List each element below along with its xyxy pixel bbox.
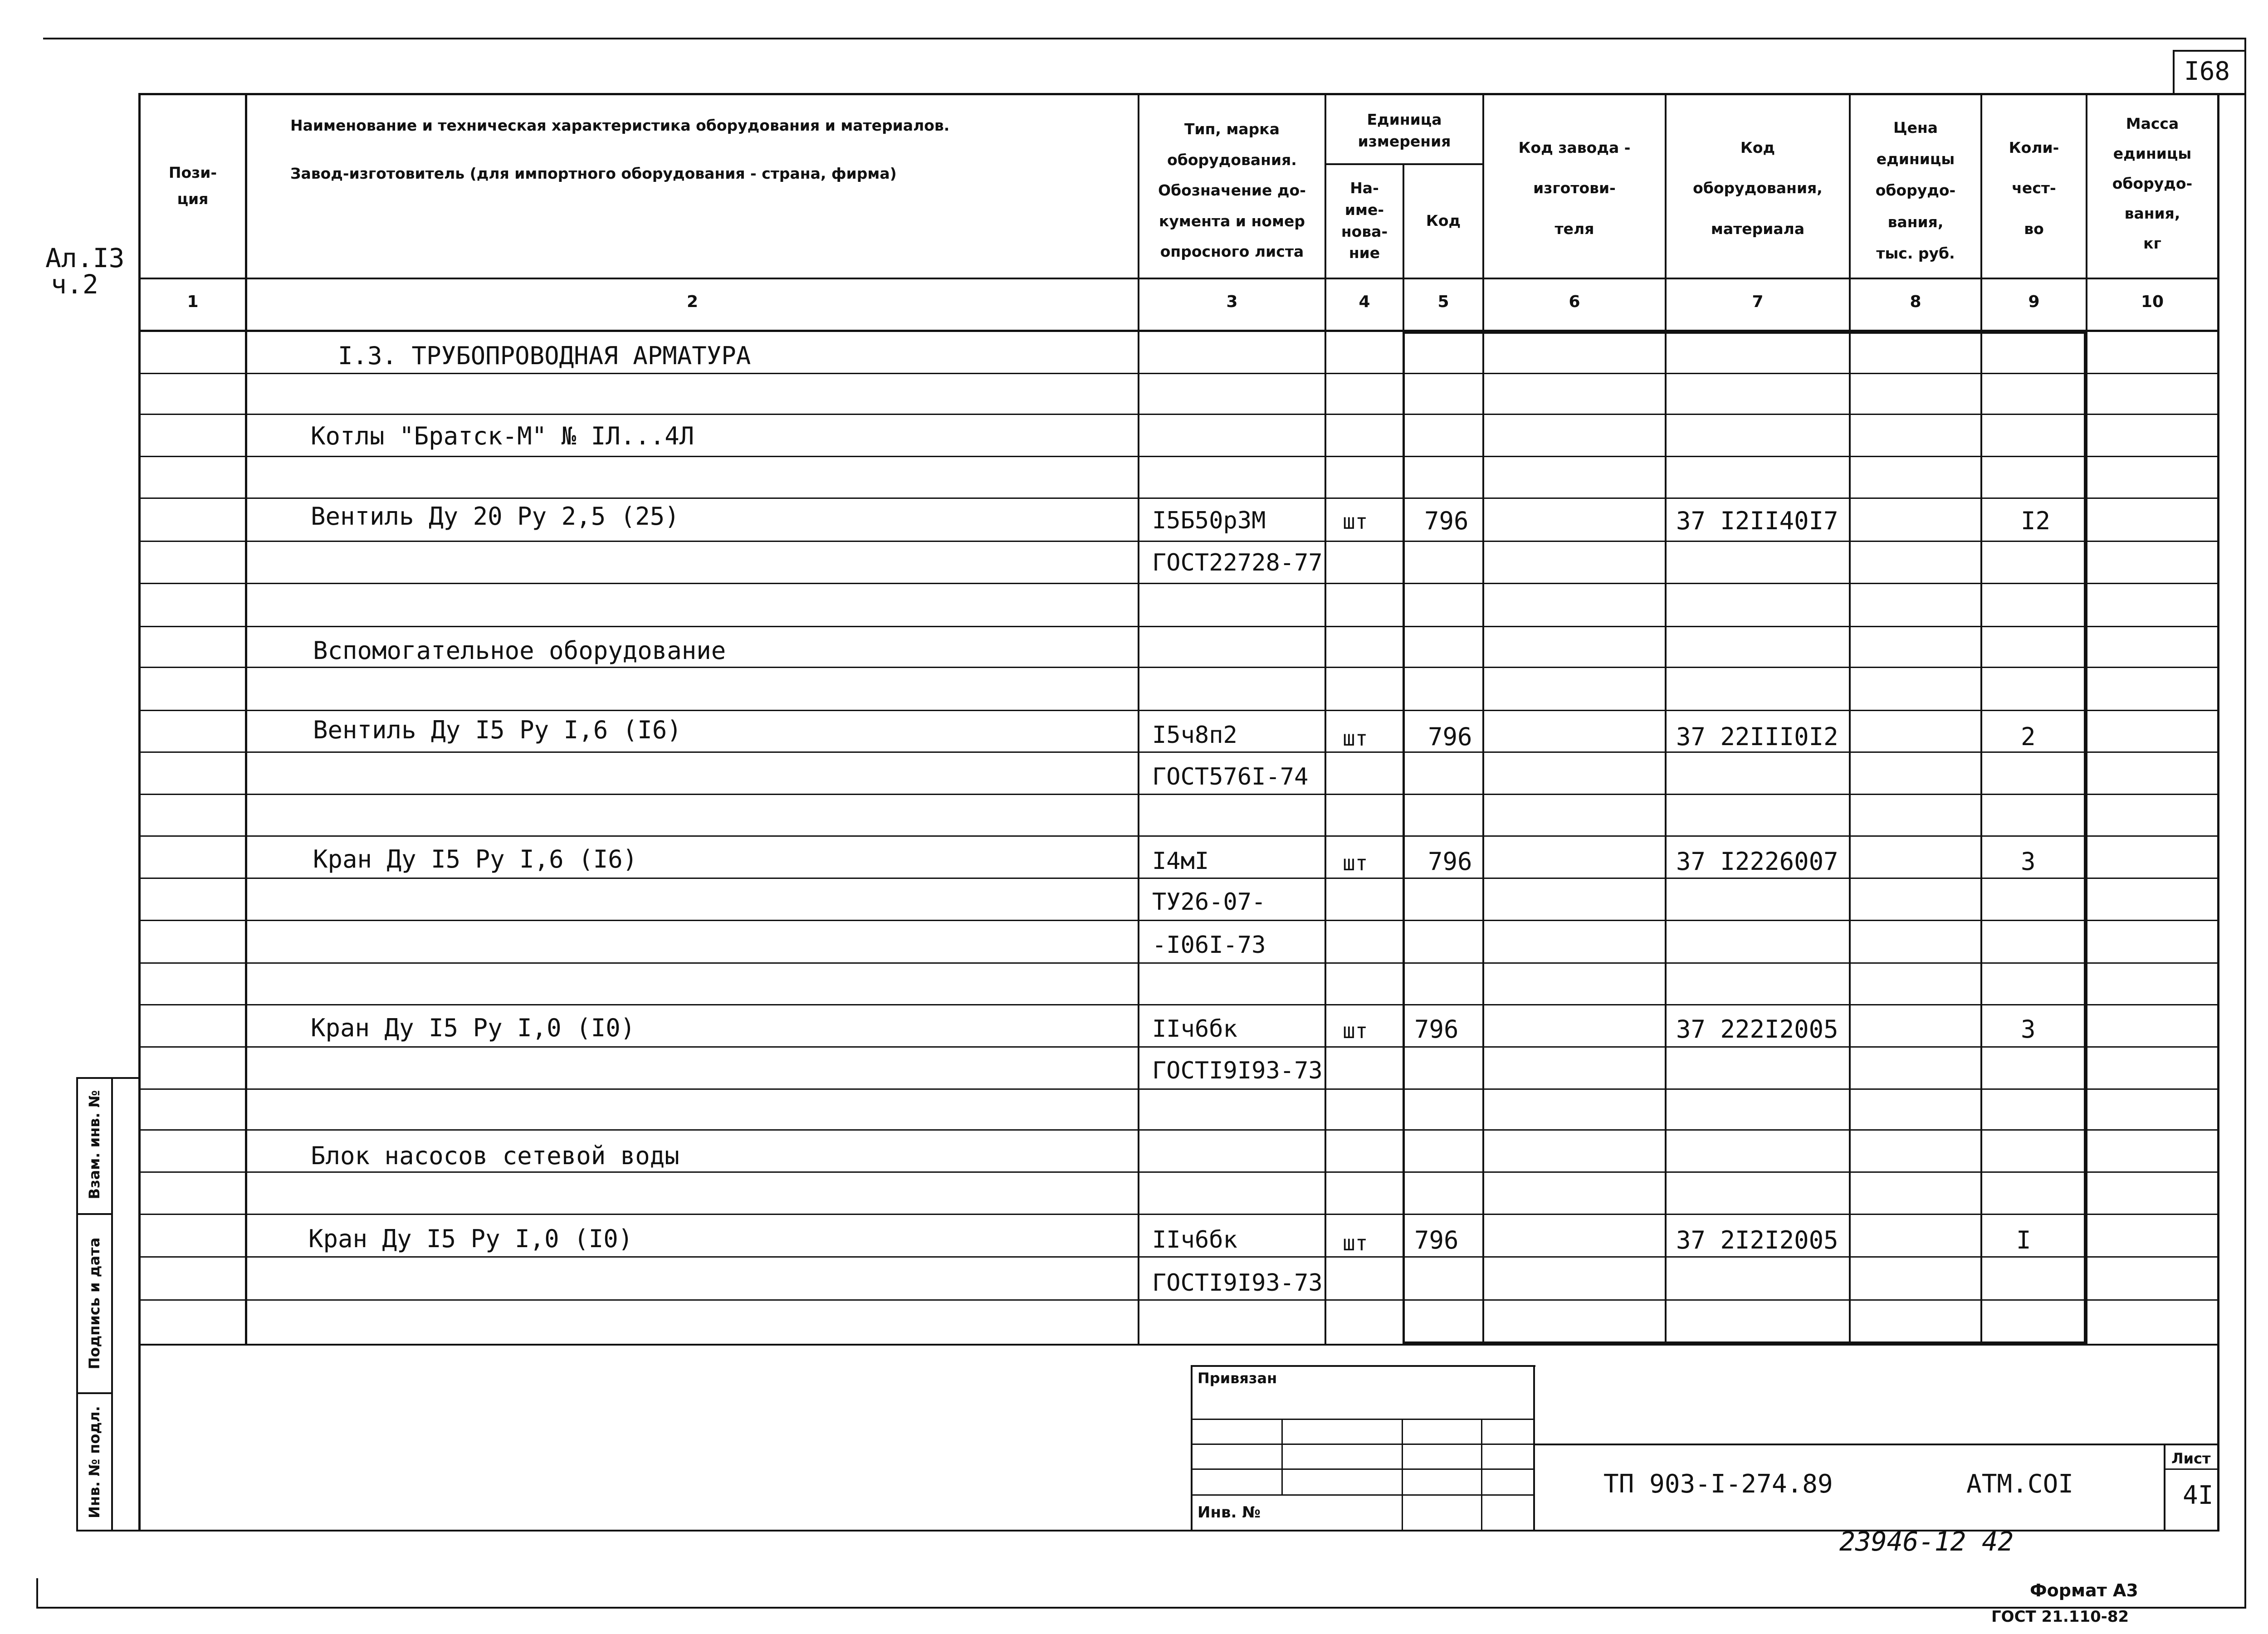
row-type2: ГОСТ576I-74 bbox=[1152, 763, 1309, 790]
row-type2: ГОСТ22728-77 bbox=[1152, 549, 1323, 576]
row-equip-code: 37 I2226007 bbox=[1676, 847, 1838, 876]
row-type3: -I06I-73 bbox=[1152, 932, 1266, 959]
right-border bbox=[2244, 38, 2246, 1607]
table-rule bbox=[1281, 1419, 1283, 1496]
row-equip-code: 37 I2II40I7 bbox=[1676, 507, 1838, 535]
col-num-1: 1 bbox=[187, 293, 199, 311]
table-rule bbox=[1402, 1419, 1403, 1531]
row-unit-code: 796 bbox=[1428, 722, 1472, 751]
table-rule bbox=[138, 626, 2219, 627]
row-type1: I5ч8п2 bbox=[1152, 722, 1237, 749]
table-rule bbox=[138, 1256, 2219, 1258]
group-pumps: Блок насосов сетевой воды bbox=[311, 1141, 679, 1170]
table-rule bbox=[245, 93, 247, 1345]
table-rule bbox=[138, 1088, 2219, 1090]
stamp-podpis: Подпись и дата bbox=[86, 1237, 103, 1370]
table-rule bbox=[2173, 50, 2175, 95]
table-rule bbox=[138, 414, 2219, 415]
col-header-price: Цена единицы оборудо- вания, тыс. руб. bbox=[1875, 118, 1956, 262]
table-rule bbox=[1138, 93, 1139, 1345]
table-rule bbox=[2217, 93, 2219, 1532]
table-rule bbox=[138, 1046, 2219, 1048]
group-auxiliary: Вспомогательное оборудование bbox=[313, 636, 726, 665]
table-rule bbox=[138, 751, 2219, 753]
table-rule bbox=[138, 1171, 2219, 1173]
col-num-3: 3 bbox=[1226, 293, 1238, 311]
side-label-line2: ч.2 bbox=[51, 269, 98, 300]
table-rule bbox=[138, 920, 2219, 921]
table-rule bbox=[1191, 1365, 1193, 1531]
stamp-vzam: Взам. инв. № bbox=[86, 1090, 103, 1200]
table-rule bbox=[2084, 331, 2087, 1345]
col-num-6: 6 bbox=[1569, 293, 1580, 311]
table-rule bbox=[138, 878, 2219, 879]
table-rule bbox=[111, 1077, 113, 1532]
table-rule bbox=[138, 373, 2219, 374]
row-unit-code: 796 bbox=[1428, 847, 1472, 876]
table-rule bbox=[76, 1077, 78, 1532]
row-unit: шт bbox=[1343, 1019, 1368, 1043]
table-rule bbox=[2173, 50, 2245, 52]
col-header-name: Наименование и техническая характеристика оборудования и материалов. Завод-изготовитель (для импортного оборудования - страна, фирма) bbox=[290, 117, 950, 182]
row-unit: шт bbox=[1343, 509, 1368, 534]
doc-mark: АТМ.СОI bbox=[1966, 1469, 2074, 1499]
row-qty: 3 bbox=[2021, 847, 2036, 876]
col-header-plant-code: Код завода - изготови- теля bbox=[1518, 139, 1631, 238]
row-qty: I2 bbox=[2021, 507, 2051, 535]
row-name: Вентиль Ду 20 Ру 2,5 (25) bbox=[311, 502, 679, 531]
col-num-8: 8 bbox=[1910, 293, 1921, 311]
row-type1: I4мI bbox=[1152, 848, 1209, 875]
col-num-2: 2 bbox=[686, 293, 699, 311]
table-rule bbox=[1191, 1444, 1535, 1445]
group-boilers: Котлы "Братск-М" № IЛ...4Л bbox=[311, 422, 694, 450]
sheet-label: Лист bbox=[2171, 1450, 2211, 1467]
handwritten-number: 23946-12 42 bbox=[1839, 1526, 2014, 1557]
table-rule bbox=[1481, 1419, 1482, 1531]
table-rule bbox=[138, 1299, 2219, 1301]
left-mark bbox=[36, 1578, 38, 1608]
row-name: Кран Ду I5 Ру I,6 (I6) bbox=[313, 845, 638, 873]
col-header-unit-name: На- име- нова- ние bbox=[1341, 179, 1388, 262]
table-rule bbox=[138, 962, 2219, 964]
col-header-type: Тип, марка оборудования. Обозначение до- кумента и номер опросного листа bbox=[1158, 120, 1306, 261]
row-type1: I5Б50р3М bbox=[1152, 507, 1266, 534]
table-rule bbox=[1482, 93, 1484, 1345]
table-rule bbox=[1403, 331, 1405, 1345]
page-number: I68 bbox=[2184, 57, 2230, 86]
col-header-qty: Коли- чест- во bbox=[2009, 139, 2059, 238]
row-qty: 3 bbox=[2021, 1015, 2036, 1044]
table-rule bbox=[138, 583, 2219, 584]
table-rule bbox=[138, 1004, 2219, 1005]
row-type1: IIч6бк bbox=[1152, 1226, 1237, 1254]
row-qty: I bbox=[2016, 1226, 2031, 1254]
row-type2: ГОСТI9I93-73 bbox=[1152, 1269, 1323, 1297]
table-rule bbox=[1849, 93, 1851, 1345]
table-rule bbox=[138, 541, 2219, 542]
privyazan-label: Привязан bbox=[1198, 1370, 1277, 1387]
row-unit: шт bbox=[1343, 851, 1368, 875]
table-rule bbox=[138, 667, 2219, 668]
table-rule bbox=[1980, 93, 1982, 1345]
row-unit-code: 796 bbox=[1414, 1015, 1459, 1044]
table-rule bbox=[1403, 331, 2087, 334]
row-name: Вентиль Ду I5 Ру I,6 (I6) bbox=[313, 716, 682, 744]
row-type1: IIч6бк bbox=[1152, 1015, 1237, 1043]
top-border bbox=[43, 38, 2245, 39]
table-rule bbox=[138, 794, 2219, 795]
col-num-10: 10 bbox=[2141, 293, 2164, 311]
table-rule bbox=[138, 278, 2219, 279]
table-rule bbox=[1533, 1444, 2219, 1445]
row-type2: ТУ26-07- bbox=[1152, 888, 1266, 916]
row-qty: 2 bbox=[2021, 722, 2036, 751]
gost-label: ГОСТ 21.110-82 bbox=[1991, 1608, 2129, 1626]
table-rule bbox=[138, 1214, 2219, 1215]
table-rule bbox=[1325, 93, 1326, 1345]
row-unit: шт bbox=[1343, 1231, 1368, 1255]
col-header-unit-code: Код bbox=[1426, 211, 1461, 229]
col-header-mass: Масса единицы оборудо- вания, кг bbox=[2112, 115, 2193, 252]
col-num-7: 7 bbox=[1752, 293, 1764, 311]
row-unit-code: 796 bbox=[1414, 1226, 1459, 1254]
row-type2: ГОСТI9I93-73 bbox=[1152, 1057, 1323, 1084]
row-equip-code: 37 22III0I2 bbox=[1676, 722, 1838, 751]
table-rule bbox=[2164, 1468, 2219, 1470]
table-rule bbox=[138, 456, 2219, 457]
table-rule bbox=[138, 1129, 2219, 1131]
row-equip-code: 37 222I2005 bbox=[1676, 1015, 1838, 1044]
table-rule bbox=[1191, 1468, 1535, 1470]
table-rule bbox=[1533, 1365, 1535, 1531]
table-rule bbox=[1191, 1494, 1535, 1496]
col-num-4: 4 bbox=[1359, 293, 1370, 311]
col-header-unit-group: Единица измерения bbox=[1358, 110, 1451, 150]
sheet-number: 4I bbox=[2183, 1481, 2214, 1510]
table-rule bbox=[138, 710, 2219, 711]
table-rule bbox=[1191, 1365, 1535, 1367]
inv-no-label: Инв. № bbox=[1198, 1503, 1261, 1522]
side-label-line1: Ал.I3 bbox=[45, 243, 125, 273]
section-title: I.3. ТРУБОПРОВОДНАЯ АРМАТУРА bbox=[338, 341, 751, 370]
bottom-border bbox=[36, 1607, 2246, 1609]
row-unit-code: 796 bbox=[1424, 507, 1469, 535]
doc-code: ТП 903-I-274.89 bbox=[1603, 1469, 1833, 1499]
row-unit: шт bbox=[1343, 726, 1368, 751]
table-top bbox=[138, 93, 2245, 95]
col-header-equip-code: Код оборудования, материала bbox=[1693, 139, 1823, 238]
col-header-position: Пози- ция bbox=[168, 164, 217, 208]
row-name: Кран Ду I5 Ру I,0 (I0) bbox=[308, 1224, 633, 1253]
format-label: Формат А3 bbox=[2030, 1580, 2138, 1600]
col-num-9: 9 bbox=[2028, 293, 2040, 311]
row-name: Кран Ду I5 Ру I,0 (I0) bbox=[311, 1014, 635, 1042]
table-rule bbox=[1403, 1341, 2087, 1344]
table-rule bbox=[2164, 1444, 2165, 1530]
table-rule bbox=[1665, 93, 1667, 1345]
table-rule bbox=[1191, 1419, 1535, 1420]
col-num-5: 5 bbox=[1437, 293, 1449, 311]
row-equip-code: 37 2I2I2005 bbox=[1676, 1226, 1838, 1254]
table-rule bbox=[138, 835, 2219, 837]
table-rule bbox=[138, 498, 2219, 499]
stamp-inv: Инв. № подл. bbox=[86, 1406, 103, 1518]
